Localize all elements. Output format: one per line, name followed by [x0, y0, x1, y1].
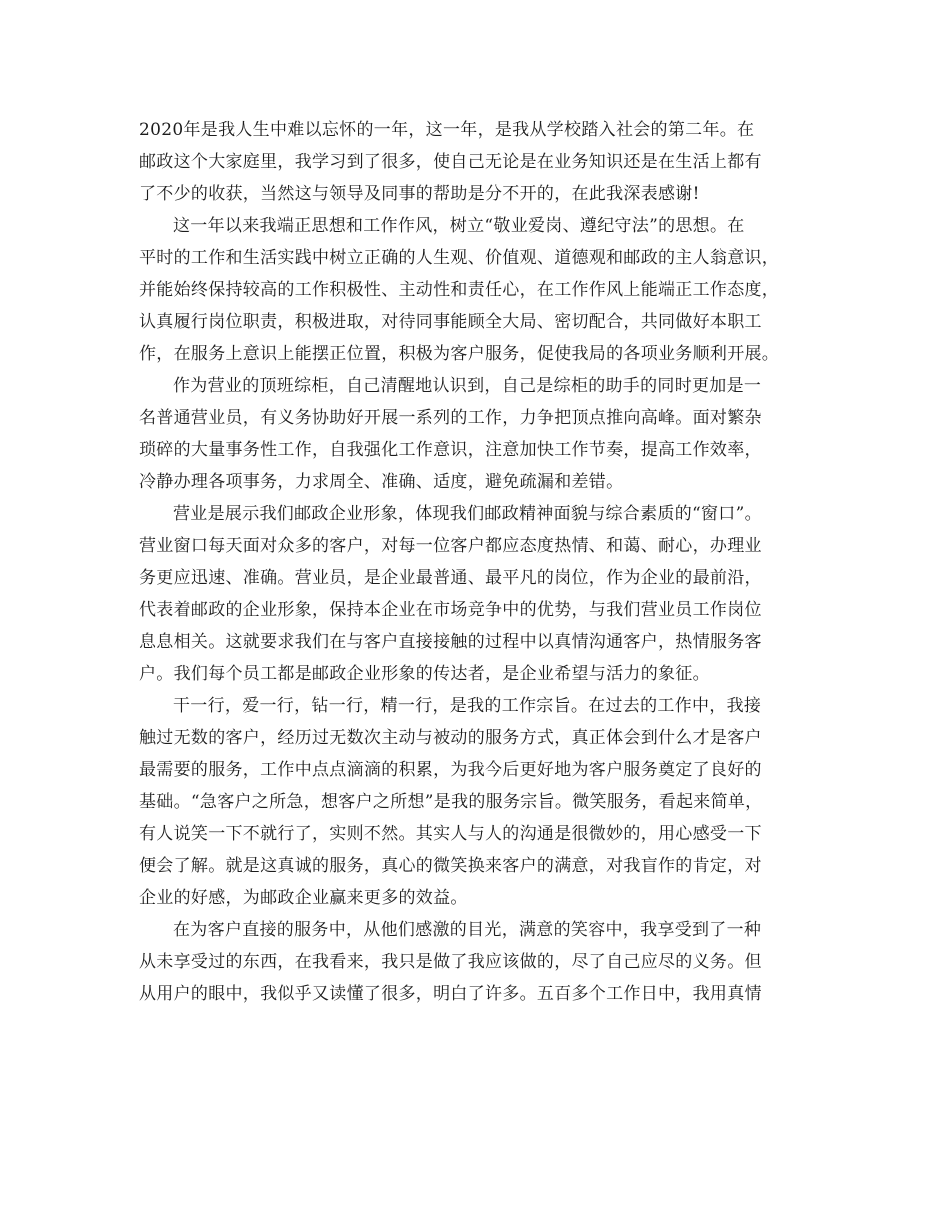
paragraph-line: 认真履行岗位职责，积极进取，对待同事能顾全大局、密切配合，共同做好本职工	[139, 312, 762, 332]
paragraph-5	[139, 690, 829, 914]
paragraph-line: 名普通营业员，有义务协助好开展一系列的工作，力争把顶点推向高峰。面对繁杂	[139, 408, 762, 428]
paragraph-line: 琐碎的大量事务性工作，自我强化工作意识，注意加快工作节奏，提高工作效率，	[139, 440, 762, 460]
paragraph-line: 基础。“急客户之所急，想客户之所想”是我的服务宗旨。微笑服务，看起来简单，	[139, 792, 763, 812]
paragraph-line: 从用户的眼中，我似乎又读懂了很多，明白了许多。五百多个工作日中，我用真情	[139, 984, 762, 1004]
document-body	[139, 114, 829, 1010]
paragraph-line: 了不少的收获，当然这与领导及同事的帮助是分不开的，在此我深表感谢!	[139, 184, 700, 204]
paragraph-line: 从未享受过的东西，在我看来，我只是做了我应该做的，尽了自己应尽的义务。但	[139, 952, 762, 972]
paragraph-line: 息息相关。这就要求我们在与客户直接接触的过程中以真情沟通客户，热情服务客	[139, 632, 762, 652]
paragraph-line: 冷静办理各项事务，力求周全、准确、适度，避免疏漏和差错。	[139, 472, 624, 492]
paragraph-line: 2020年是我人生中难以忘怀的一年，这一年，是我从学校踏入社会的第二年。在	[139, 120, 755, 140]
paragraph-line: 便会了解。就是这真诚的服务，真心的微笑换来客户的满意，对我盲作的肯定，对	[139, 856, 762, 876]
paragraph-6	[139, 914, 829, 1010]
paragraph-line: 触过无数的客户，经历过无数次主动与被动的服务方式，真正体会到什么才是客户	[139, 728, 762, 748]
paragraph-line: 作，在服务上意识上能摆正位置，积极为客户服务，促使我局的各项业务顺利开展。	[139, 344, 780, 364]
paragraph-2	[139, 210, 829, 370]
paragraph-line: 营业窗口每天面对众多的客户，对每一位客户都应态度热情、和蔼、耐心，办理业	[139, 536, 762, 556]
paragraph-line: 代表着邮政的企业形象，保持本企业在市场竞争中的优势，与我们营业员工作岗位	[139, 600, 762, 620]
paragraph-line: 最需要的服务，工作中点点滴滴的积累，为我今后更好地为客户服务奠定了良好的	[139, 760, 762, 780]
paragraph-line: 户。我们每个员工都是邮政企业形象的传达者，是企业希望与活力的象征。	[139, 664, 710, 684]
paragraph-3	[139, 370, 829, 498]
paragraph-line: 营业是展示我们邮政企业形象，体现我们邮政精神面貌与综合素质的“窗口”。	[173, 504, 762, 524]
paragraph-line: 平时的工作和生活实践中树立正确的人生观、价值观、道德观和邮政的主人翁意识，	[139, 248, 780, 268]
paragraph-line: 邮政这个大家庭里，我学习到了很多，使自己无论是在业务知识还是在生活上都有	[139, 152, 762, 172]
paragraph-line: 干一行，爱一行，钻一行，精一行，是我的工作宗旨。在过去的工作中，我接	[173, 696, 762, 716]
paragraph-line: 有人说笑一下不就行了，实则不然。其实人与人的沟通是很微妙的，用心感受一下	[139, 824, 762, 844]
paragraph-line: 这一年以来我端正思想和工作作风，树立“敬业爱岗、遵纪守法”的思想。在	[173, 216, 745, 236]
paragraph-line: 务更应迅速、准确。营业员，是企业最普通、最平凡的岗位，作为企业的最前沿，	[139, 568, 762, 588]
paragraph-line: 企业的好感，为邮政企业赢来更多的效益。	[139, 888, 468, 908]
paragraph-line: 作为营业的顶班综柜，自己清醒地认识到，自己是综柜的助手的同时更加是一	[173, 376, 762, 396]
paragraph-line: 在为客户直接的服务中，从他们感激的目光，满意的笑容中，我享受到了一种	[173, 920, 762, 940]
paragraph-1	[139, 114, 829, 210]
paragraph-4	[139, 498, 829, 690]
paragraph-line: 并能始终保持较高的工作积极性、主动性和责任心，在工作作风上能端正工作态度，	[139, 280, 780, 300]
